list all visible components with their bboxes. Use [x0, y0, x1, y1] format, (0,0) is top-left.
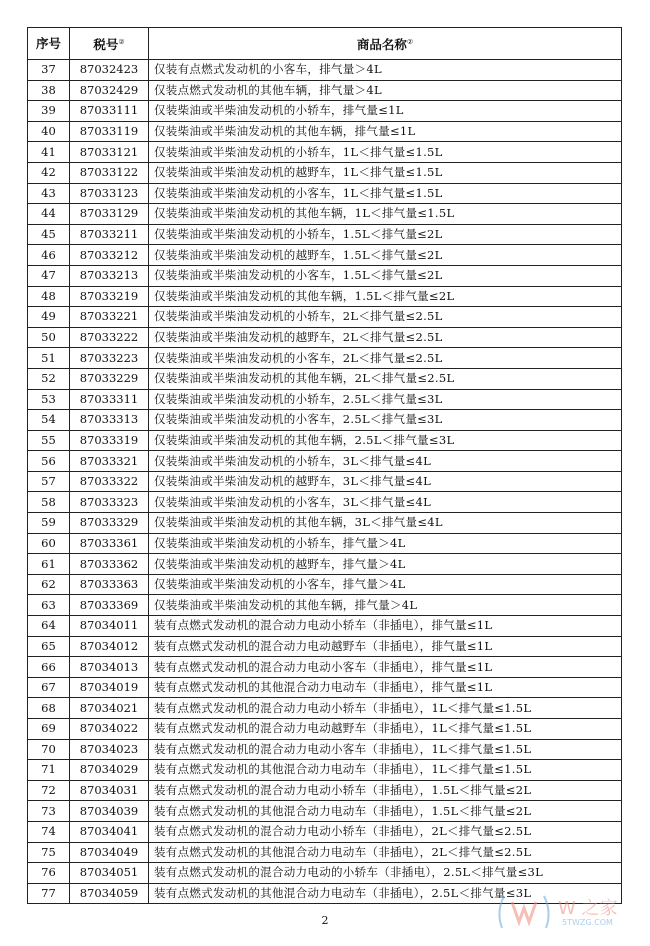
row-name: 仅装柴油或半柴油发动机的小轿车，2.5L＜排气量≤3L	[149, 389, 622, 410]
row-seq: 74	[28, 821, 70, 842]
row-seq: 41	[28, 142, 70, 163]
table-row	[28, 657, 622, 678]
row-name: 仅装柴油或半柴油发动机的其他车辆，排气量＞4L	[149, 595, 622, 616]
row-name: 装有点燃式发动机的混合动力电动小轿车（非插电），排气量≤1L	[149, 616, 622, 637]
row-name: 仅装柴油或半柴油发动机的小客车，1.5L＜排气量≤2L	[149, 265, 622, 286]
row-code: 87033362	[70, 554, 149, 575]
row-seq: 43	[28, 183, 70, 204]
row-name: 仅装柴油或半柴油发动机的小轿车，1.5L＜排气量≤2L	[149, 224, 622, 245]
header-name-note: ②	[406, 37, 414, 46]
row-seq: 73	[28, 801, 70, 822]
row-seq: 45	[28, 224, 70, 245]
row-name: 装有点燃式发动机的混合动力电动小客车（非插电），1L＜排气量≤1.5L	[149, 739, 622, 760]
row-seq: 68	[28, 698, 70, 719]
row-seq: 62	[28, 574, 70, 595]
table-row	[28, 513, 622, 534]
row-code: 87034023	[70, 739, 149, 760]
table-row	[28, 595, 622, 616]
table-row	[28, 719, 622, 740]
table-row	[28, 80, 622, 101]
row-seq: 59	[28, 513, 70, 534]
row-code: 87033369	[70, 595, 149, 616]
row-code: 87033363	[70, 574, 149, 595]
row-name: 仅装柴油或半柴油发动机的越野车，1L＜排气量≤1.5L	[149, 162, 622, 183]
row-seq: 66	[28, 657, 70, 678]
row-seq: 67	[28, 677, 70, 698]
row-name: 仅装柴油或半柴油发动机的小客车，3L＜排气量≤4L	[149, 492, 622, 513]
row-name: 装有点燃式发动机的混合动力电动越野车（非插电），排气量≤1L	[149, 636, 622, 657]
row-seq: 50	[28, 327, 70, 348]
table-row	[28, 574, 622, 595]
row-seq: 54	[28, 410, 70, 431]
row-code: 87034021	[70, 698, 149, 719]
table-row	[28, 616, 622, 637]
row-seq: 75	[28, 842, 70, 863]
table-row	[28, 389, 622, 410]
table-row	[28, 327, 622, 348]
row-seq: 44	[28, 204, 70, 225]
row-code: 87033211	[70, 224, 149, 245]
row-name: 装有点燃式发动机的混合动力电动小轿车（非插电），1.5L＜排气量≤2L	[149, 780, 622, 801]
row-code: 87034059	[70, 883, 149, 904]
row-code: 87034049	[70, 842, 149, 863]
row-name: 装有点燃式发动机的混合动力电动小客车（非插电），排气量≤1L	[149, 657, 622, 678]
row-name: 仅装点燃式发动机的其他车辆，排气量＞4L	[149, 80, 622, 101]
row-code: 87034031	[70, 780, 149, 801]
row-name: 仅装柴油或半柴油发动机的其他车辆，1L＜排气量≤1.5L	[149, 204, 622, 225]
table-row	[28, 739, 622, 760]
row-code: 87033323	[70, 492, 149, 513]
header-code: 税号②	[70, 28, 149, 60]
row-seq: 40	[28, 121, 70, 142]
table-row	[28, 286, 622, 307]
row-seq: 58	[28, 492, 70, 513]
row-seq: 48	[28, 286, 70, 307]
row-name: 仅装柴油或半柴油发动机的小轿车，排气量＞4L	[149, 533, 622, 554]
row-name: 仅装柴油或半柴油发动机的越野车，排气量＞4L	[149, 554, 622, 575]
row-code: 87033329	[70, 513, 149, 534]
row-seq: 38	[28, 80, 70, 101]
table-row	[28, 60, 622, 81]
row-code: 87034029	[70, 760, 149, 781]
row-seq: 55	[28, 430, 70, 451]
row-seq: 77	[28, 883, 70, 904]
row-name: 仅装柴油或半柴油发动机的越野车，1.5L＜排气量≤2L	[149, 245, 622, 266]
row-code: 87034041	[70, 821, 149, 842]
row-seq: 56	[28, 451, 70, 472]
document-page	[27, 27, 621, 904]
row-code: 87034013	[70, 657, 149, 678]
row-name: 仅装柴油或半柴油发动机的小轿车，排气量≤1L	[149, 101, 622, 122]
row-seq: 65	[28, 636, 70, 657]
row-code: 87034011	[70, 616, 149, 637]
row-name: 仅装柴油或半柴油发动机的其他车辆，2L＜排气量≤2.5L	[149, 368, 622, 389]
row-code: 87033229	[70, 368, 149, 389]
watermark-logo	[492, 888, 642, 934]
row-seq: 69	[28, 719, 70, 740]
row-code: 87033119	[70, 121, 149, 142]
row-code: 87033222	[70, 327, 149, 348]
table-row	[28, 224, 622, 245]
row-code: 87033122	[70, 162, 149, 183]
row-code: 87033213	[70, 265, 149, 286]
row-name: 仅装柴油或半柴油发动机的小客车，2.5L＜排气量≤3L	[149, 410, 622, 431]
row-seq: 71	[28, 760, 70, 781]
row-code: 87033121	[70, 142, 149, 163]
row-name: 装有点燃式发动机的其他混合动力电动车（非插电），排气量≤1L	[149, 677, 622, 698]
table-row	[28, 471, 622, 492]
table-row	[28, 760, 622, 781]
tariff-table	[27, 27, 622, 904]
row-seq: 39	[28, 101, 70, 122]
row-seq: 42	[28, 162, 70, 183]
row-seq: 57	[28, 471, 70, 492]
table-row	[28, 492, 622, 513]
table-row	[28, 101, 622, 122]
row-name: 仅装柴油或半柴油发动机的其他车辆，1.5L＜排气量≤2L	[149, 286, 622, 307]
row-code: 87032423	[70, 60, 149, 81]
row-code: 87032429	[70, 80, 149, 101]
header-seq: 序号	[28, 28, 70, 60]
row-name: 仅装柴油或半柴油发动机的小轿车，3L＜排气量≤4L	[149, 451, 622, 472]
header-name: 商品名称②	[149, 28, 622, 60]
table-row	[28, 801, 622, 822]
row-code: 87033219	[70, 286, 149, 307]
watermark-text: W 之家	[558, 898, 618, 919]
table-row	[28, 307, 622, 328]
row-name: 仅装柴油或半柴油发动机的越野车，3L＜排气量≤4L	[149, 471, 622, 492]
row-name: 仅装柴油或半柴油发动机的小客车，排气量＞4L	[149, 574, 622, 595]
table-row	[28, 677, 622, 698]
row-code: 87033321	[70, 451, 149, 472]
row-seq: 63	[28, 595, 70, 616]
table-row	[28, 430, 622, 451]
row-code: 87033313	[70, 410, 149, 431]
row-seq: 70	[28, 739, 70, 760]
table-row	[28, 780, 622, 801]
table-row	[28, 554, 622, 575]
row-code: 87033129	[70, 204, 149, 225]
table-row	[28, 121, 622, 142]
row-code: 87033322	[70, 471, 149, 492]
row-code: 87034019	[70, 677, 149, 698]
table-row	[28, 204, 622, 225]
row-code: 87033319	[70, 430, 149, 451]
row-seq: 47	[28, 265, 70, 286]
row-name: 仅装柴油或半柴油发动机的小轿车，2L＜排气量≤2.5L	[149, 307, 622, 328]
row-code: 87033212	[70, 245, 149, 266]
row-name: 装有点燃式发动机的其他混合动力电动车（非插电），2L＜排气量≤2.5L	[149, 842, 622, 863]
row-code: 87033361	[70, 533, 149, 554]
table-row	[28, 842, 622, 863]
row-seq: 46	[28, 245, 70, 266]
row-seq: 37	[28, 60, 70, 81]
laurel-icon	[492, 888, 556, 934]
row-code: 87034012	[70, 636, 149, 657]
row-name: 装有点燃式发动机的混合动力电动的小轿车（非插电），2.5L＜排气量≤3L	[149, 863, 622, 884]
table-row	[28, 821, 622, 842]
table-row	[28, 183, 622, 204]
table-row	[28, 451, 622, 472]
table-row	[28, 533, 622, 554]
watermark-url: 5TWZG.COM	[562, 918, 613, 927]
row-seq: 61	[28, 554, 70, 575]
row-name: 仅装柴油或半柴油发动机的越野车，2L＜排气量≤2.5L	[149, 327, 622, 348]
row-code: 87034039	[70, 801, 149, 822]
row-seq: 64	[28, 616, 70, 637]
table-header-row	[28, 28, 622, 60]
row-name: 仅装柴油或半柴油发动机的小轿车，1L＜排气量≤1.5L	[149, 142, 622, 163]
table-row	[28, 265, 622, 286]
row-name: 仅装有点燃式发动机的小客车，排气量＞4L	[149, 60, 622, 81]
row-name: 仅装柴油或半柴油发动机的其他车辆，排气量≤1L	[149, 121, 622, 142]
table-row	[28, 348, 622, 369]
row-seq: 53	[28, 389, 70, 410]
table-row	[28, 863, 622, 884]
row-seq: 52	[28, 368, 70, 389]
row-code: 87033221	[70, 307, 149, 328]
row-seq: 49	[28, 307, 70, 328]
table-row	[28, 142, 622, 163]
table-row	[28, 245, 622, 266]
row-seq: 51	[28, 348, 70, 369]
row-code: 87033223	[70, 348, 149, 369]
page-number: 2	[321, 914, 329, 927]
row-name: 仅装柴油或半柴油发动机的其他车辆，2.5L＜排气量≤3L	[149, 430, 622, 451]
table-row	[28, 410, 622, 431]
table-row	[28, 162, 622, 183]
row-name: 仅装柴油或半柴油发动机的小客车，2L＜排气量≤2.5L	[149, 348, 622, 369]
row-name: 装有点燃式发动机的其他混合动力电动车（非插电），2.5L＜排气量≤3L	[149, 883, 622, 904]
row-code: 87034051	[70, 863, 149, 884]
header-code-note: ②	[118, 37, 125, 46]
table-row	[28, 698, 622, 719]
row-name: 装有点燃式发动机的混合动力电动越野车（非插电），1L＜排气量≤1.5L	[149, 719, 622, 740]
row-code: 87034022	[70, 719, 149, 740]
row-name: 装有点燃式发动机的其他混合动力电动车（非插电），1.5L＜排气量≤2L	[149, 801, 622, 822]
table-row	[28, 368, 622, 389]
row-code: 87033123	[70, 183, 149, 204]
row-seq: 76	[28, 863, 70, 884]
row-code: 87033311	[70, 389, 149, 410]
table-body	[28, 60, 622, 904]
row-name: 装有点燃式发动机的混合动力电动小轿车（非插电），2L＜排气量≤2.5L	[149, 821, 622, 842]
row-name: 装有点燃式发动机的其他混合动力电动车（非插电），1L＜排气量≤1.5L	[149, 760, 622, 781]
row-name: 装有点燃式发动机的混合动力电动小轿车（非插电），1L＜排气量≤1.5L	[149, 698, 622, 719]
row-seq: 60	[28, 533, 70, 554]
row-name: 仅装柴油或半柴油发动机的小客车，1L＜排气量≤1.5L	[149, 183, 622, 204]
table-row	[28, 636, 622, 657]
row-seq: 72	[28, 780, 70, 801]
row-code: 87033111	[70, 101, 149, 122]
row-name: 仅装柴油或半柴油发动机的其他车辆，3L＜排气量≤4L	[149, 513, 622, 534]
